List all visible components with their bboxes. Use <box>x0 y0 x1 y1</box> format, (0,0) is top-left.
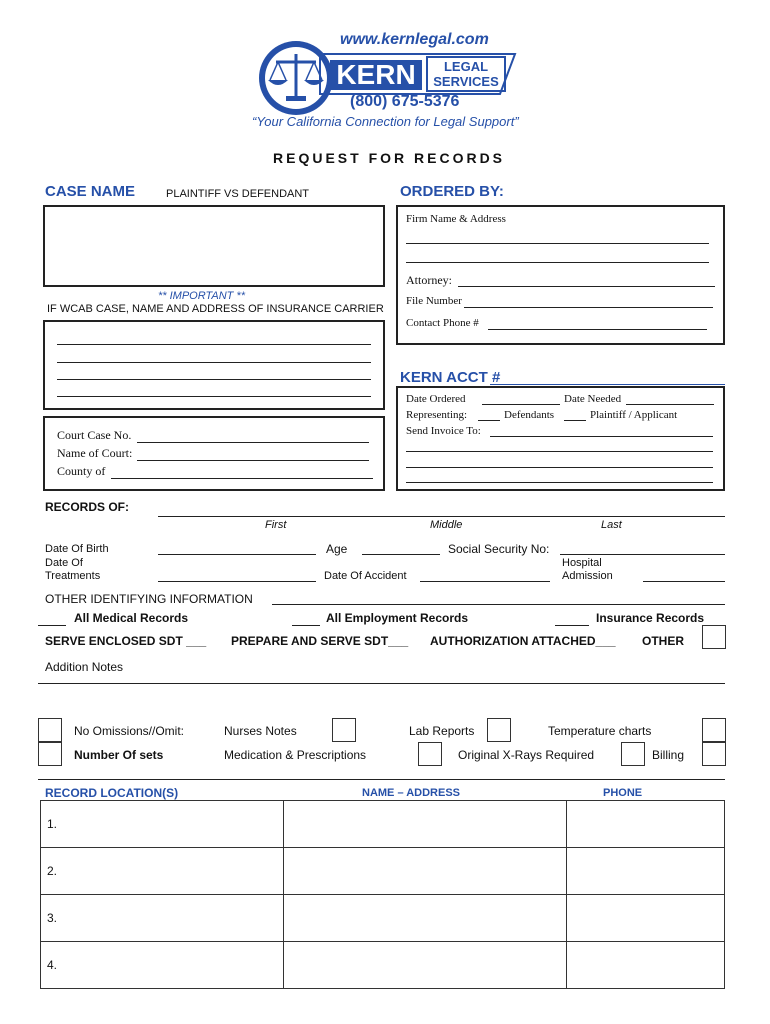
addition-notes-label: Addition Notes <box>45 660 124 674</box>
send-invoice-field[interactable] <box>490 436 713 437</box>
row-number: 3. <box>41 895 284 942</box>
phone-cell[interactable] <box>567 848 725 895</box>
form-title: REQUEST FOR RECORDS <box>273 150 506 166</box>
defendants-label: Defendants <box>504 409 555 421</box>
case-name-subheading: PLAINTIFF VS DEFENDANT <box>166 188 310 200</box>
lab-reports-checkbox[interactable] <box>487 718 511 742</box>
table-row <box>41 801 725 848</box>
important-label: ** IMPORTANT ** <box>158 290 245 302</box>
table-row <box>41 895 725 942</box>
all-medical-label: All Medical Records <box>74 611 189 625</box>
invoice-address-line-1[interactable] <box>406 451 713 452</box>
date-of-birth-field[interactable] <box>158 554 316 555</box>
lab-reports-label: Lab Reports <box>409 724 475 738</box>
invoice-address-line-2[interactable] <box>406 467 713 468</box>
name-address-header: NAME – ADDRESS <box>362 787 460 799</box>
billing-checkbox[interactable] <box>702 742 726 766</box>
date-needed-label: Date Needed <box>564 393 622 405</box>
firm-address-line-2[interactable] <box>406 262 709 263</box>
county-of-label: County of <box>57 464 106 478</box>
age-field[interactable] <box>362 554 440 555</box>
firm-name-label: Firm Name & Address <box>406 213 506 225</box>
temperature-charts-label: Temperature charts <box>548 724 652 738</box>
court-case-no-field[interactable] <box>137 442 369 443</box>
kern-acct-heading: KERN ACCT # <box>400 369 501 386</box>
phone-cell[interactable] <box>567 942 725 989</box>
date-of-accident-field[interactable] <box>420 581 550 582</box>
wcab-note: IF WCAB CASE, NAME AND ADDRESS OF INSURANCE CARRIER <box>47 303 384 315</box>
date-needed-field[interactable] <box>626 404 714 405</box>
billing-label: Billing <box>652 748 685 762</box>
xrays-label: Original X-Rays Required <box>458 748 595 762</box>
record-location-table <box>40 800 725 989</box>
file-number-field[interactable] <box>464 307 713 308</box>
no-omissions-label: No Omissions//Omit: <box>74 724 185 738</box>
kern-acct-field[interactable] <box>490 384 725 385</box>
date-ordered-label: Date Ordered <box>406 393 466 405</box>
insurance-label: Insurance Records <box>596 611 705 625</box>
logo-tagline: “Your California Connection for Legal Support” <box>252 114 519 129</box>
representing-label: Representing: <box>406 409 468 421</box>
prepare-serve-sdt-label[interactable]: PREPARE AND SERVE SDT___ <box>231 634 409 648</box>
name-address-cell[interactable] <box>284 942 567 989</box>
attorney-label: Attorney: <box>406 273 452 287</box>
patient-name-field[interactable] <box>158 516 725 517</box>
age-label: Age <box>326 542 348 556</box>
nurses-notes-checkbox[interactable] <box>332 718 356 742</box>
all-medical-check-line[interactable] <box>38 625 66 626</box>
plaintiff-applicant-label: Plaintiff / Applicant <box>590 409 678 421</box>
court-info-box <box>43 416 385 491</box>
authorization-attached-label[interactable]: AUTHORIZATION ATTACHED___ <box>430 634 616 648</box>
hospital-admission-label: Hospital Admission <box>562 557 613 582</box>
middle-name-label: Middle <box>430 519 463 531</box>
table-row <box>41 848 725 895</box>
insurance-carrier-field[interactable] <box>43 320 385 410</box>
date-of-treatments-label: Date Of Treatments <box>45 557 101 582</box>
case-name-field[interactable] <box>43 205 385 287</box>
date-of-treatments-field[interactable] <box>158 581 316 582</box>
logo-legal-services: LEGAL SERVICES <box>426 56 506 92</box>
file-number-label: File Number <box>406 295 462 307</box>
county-of-field[interactable] <box>111 478 373 479</box>
record-location-header: RECORD LOCATION(S) <box>45 786 179 800</box>
nurses-notes-label: Nurses Notes <box>224 724 297 738</box>
records-of-heading: RECORDS OF: <box>45 500 129 514</box>
court-case-no-label: Court Case No. <box>57 428 132 442</box>
hospital-admission-field[interactable] <box>643 581 725 582</box>
ordered-by-heading: ORDERED BY: <box>400 183 504 200</box>
case-name-heading: CASE NAME <box>45 183 136 200</box>
name-of-court-field[interactable] <box>137 460 369 461</box>
phone-cell[interactable] <box>567 895 725 942</box>
contact-phone-field[interactable] <box>488 329 707 330</box>
attorney-field[interactable] <box>458 286 715 287</box>
name-address-cell[interactable] <box>284 895 567 942</box>
other-identifying-field[interactable] <box>272 604 725 605</box>
kern-acct-box <box>396 386 725 491</box>
row-number: 2. <box>41 848 284 895</box>
contact-phone-label: Contact Phone # <box>406 317 479 329</box>
medication-checkbox[interactable] <box>418 742 442 766</box>
last-name-label: Last <box>601 519 622 531</box>
all-employment-label: All Employment Records <box>326 611 469 625</box>
name-address-cell[interactable] <box>284 848 567 895</box>
all-employment-check-line[interactable] <box>292 625 320 626</box>
date-of-birth-label: Date Of Birth <box>45 543 109 555</box>
table-row <box>41 942 725 989</box>
phone-header: PHONE <box>603 787 643 799</box>
other-label: OTHER <box>642 634 684 648</box>
serve-enclosed-sdt-label[interactable]: SERVE ENCLOSED SDT ___ <box>45 634 207 648</box>
first-name-label: First <box>265 519 287 531</box>
number-of-sets-label: Number Of sets <box>74 748 164 762</box>
insurance-check-line[interactable] <box>555 625 589 626</box>
temperature-charts-checkbox[interactable] <box>702 718 726 742</box>
row-number: 1. <box>41 801 284 848</box>
firm-address-line-1[interactable] <box>406 243 709 244</box>
name-of-court-label: Name of Court: <box>57 446 133 460</box>
ssn-label: Social Security No: <box>448 542 550 556</box>
name-address-cell[interactable] <box>284 801 567 848</box>
number-of-sets-checkbox[interactable] <box>38 742 62 766</box>
phone-cell[interactable] <box>567 801 725 848</box>
medication-label: Medication & Prescriptions <box>224 748 367 762</box>
ssn-field[interactable] <box>560 554 725 555</box>
send-invoice-label: Send Invoice To: <box>406 425 481 437</box>
date-of-accident-label: Date Of Accident <box>324 570 407 582</box>
other-checkbox[interactable] <box>702 625 726 649</box>
logo-url: www.kernlegal.com <box>340 31 489 48</box>
defendants-check-line[interactable] <box>478 420 500 421</box>
row-number: 4. <box>41 942 284 989</box>
ordered-by-box <box>396 205 725 345</box>
logo-brand: KERN <box>330 60 422 90</box>
addition-notes-field[interactable] <box>38 683 725 684</box>
no-omissions-checkbox[interactable] <box>38 718 62 742</box>
other-identifying-label: OTHER IDENTIFYING INFORMATION <box>45 592 253 606</box>
plaintiff-check-line[interactable] <box>564 420 586 421</box>
xrays-checkbox[interactable] <box>621 742 645 766</box>
date-ordered-field[interactable] <box>482 404 560 405</box>
logo-phone: (800) 675-5376 <box>350 93 460 110</box>
invoice-address-line-3[interactable] <box>406 482 713 483</box>
